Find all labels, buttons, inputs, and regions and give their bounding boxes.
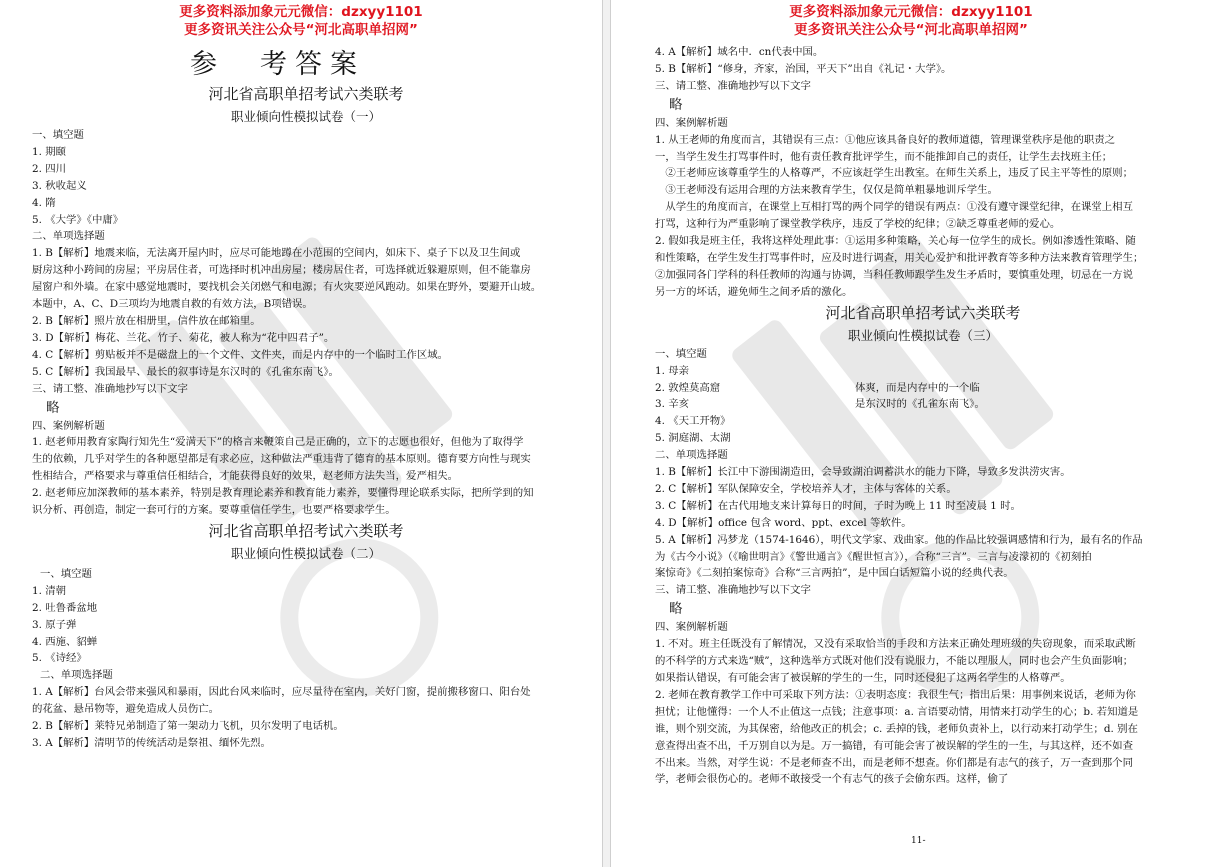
case-line: 打骂，这种行为严重影响了课堂教学秩序，违反了学校的纪律；②缺乏尊重老师的爱心。 [655, 218, 1061, 231]
choice-line: 1. B【解析】长江中下游围湖造田，会导致湖泊调蓄洪水的能力下降，导致多发洪涝灾害。 [655, 466, 1071, 479]
omitted-mark: 略 [669, 96, 683, 113]
case-line: 谁，则个别交流，为其保密，给他改正的机会；c. 丢掉的钱，老师负责补上，以行动来打动学生；d. 别在 [655, 722, 1138, 735]
choice-line: 3. C【解析】在古代用地支来计算每日的时间，子时为晚上 11 时至凌晨 1 时。 [655, 499, 1021, 512]
choice-line: 本题中，A、C、D三项均为地震自救的有效方法，B项错误。 [32, 298, 313, 311]
exam-title-3: 河北省高职单招考试六类联考 [825, 303, 1021, 322]
case-line: 2. 假如我是班主任，我将这样处理此事：①运用多种策略，关心每一位学生的成长。例如渗透性策略、随 [655, 235, 1136, 248]
fill-answer: 3. 秋收起义 [32, 179, 87, 192]
case-line: 如果指认错误，有可能会害了被误解的学生的一生，同时还侵犯了这两名学生的人格尊严。 [655, 672, 1071, 684]
choice-line: 案惊奇》《二刻拍案惊奇》合称“三言两拍”，是中国白话短篇小说的经典代表。 [655, 567, 1014, 580]
exam-title-2: 河北省高职单招考试六类联考 [208, 521, 404, 540]
section-heading: 一、填空题 [32, 129, 84, 141]
fill-answer: 3. 辛亥 [655, 398, 689, 411]
banner-line-1: 更多资料添加象元元微信：dzxyy1101 [179, 4, 423, 20]
fill-answer: 3. 原子弹 [32, 618, 77, 631]
case-line: 1. 不对。班主任既没有了解情况，又没有采取恰当的手段和方法来正确处理班级的失窃现象，而采取武断 [655, 638, 1136, 651]
banner-line-1: 更多资料添加象元元微信：dzxyy1101 [789, 4, 1033, 20]
choice-line: 2. B【解析】莱特兄弟制造了第一架动力飞机，贝尔发明了电话机。 [32, 720, 344, 733]
choice-line: 屋窗户和外墙。在家中感觉地震时，要找机会关闭燃气和电源；有火灾要逆风跑动。如果在野外，要避开山坡。 [32, 281, 542, 294]
fill-answer: 1. 母亲 [655, 364, 689, 377]
choice-line: 3. A【解析】清明节的传统活动是祭祖、缅怀先烈。 [32, 737, 271, 749]
exam-subtitle-2: 职业倾向性模拟试卷（二） [230, 545, 381, 561]
fill-answer: 5. 《大学》《中庸》 [32, 213, 124, 226]
fill-answer: 2. 四川 [32, 162, 66, 175]
case-line: ②王老师应该尊重学生的人格尊严，不应该赶学生出教室。在师生关系上，违反了民主平等性的原则； [655, 167, 1133, 180]
section-heading: 三、请工整、准确地抄写以下文字 [655, 584, 811, 597]
right-page [611, 0, 1211, 867]
choice-line: 5. C【解析】我国最早、最长的叙事诗是东汉时的《孔雀东南飞》。 [32, 365, 339, 378]
section-heading: 三、请工整、准确地抄写以下文字 [32, 382, 188, 395]
right-content [655, 44, 1191, 788]
section-heading: 四、案例解析题 [32, 419, 105, 432]
choice-line: 4. D【解析】office 包含 word、ppt、excel 等软件。 [655, 516, 912, 529]
omitted-mark: 略 [669, 601, 683, 618]
choice-line: 5. A【解析】冯梦龙（1574-1646），明代文学家、戏曲家。他的作品比较强调感情和行为，最有名的作品 [655, 533, 1143, 546]
omitted-mark: 略 [46, 399, 60, 416]
choice-line: 1. B【解析】地震来临，无法离开屋内时，应尽可能地蹲在小范围的空间内，如床下、桌子下以及卫生间或 [32, 247, 521, 260]
exam-subtitle-1: 职业倾向性模拟试卷（一） [230, 109, 381, 124]
case-line: 意查得出查不出，千万别自以为是。万一搞错，有可能会害了被误解的学生的一生，与其这样，还不如查 [655, 739, 1133, 752]
case-line: 另一方的坏话，避免师生之间矛盾的激化。 [655, 285, 853, 298]
fill-answer: 4. 《天工开物》 [655, 415, 731, 428]
overlay-text: 是东汉时的《孔雀东南飞》。 [855, 398, 985, 411]
overlay-text: 体爽，而是内存中的一个临 [855, 381, 980, 394]
choice-line: 为《古今小说》（《喻世明言》《警世通言》《醒世恒言》），合称“三言”。三言与凌濛初的《初刻拍 [655, 550, 1092, 563]
fill-answer: 4. 隋 [32, 196, 56, 209]
left-page [0, 0, 602, 867]
fill-answer: 1. 清朝 [32, 584, 66, 597]
case-line: 学，老师会很伤心的。老师不敢接受一个有志气的孩子会偷东西。这样，偷了 [655, 773, 1009, 786]
fill-answer: 5. 洞庭湖、太湖 [655, 432, 731, 445]
choice-line: 3. D【解析】梅花、兰花、竹子、菊花，被人称为“花中四君子”。 [32, 331, 335, 344]
section-heading: 四、案例解析题 [655, 116, 728, 129]
fill-row [655, 380, 1191, 397]
choice-line: 的花盆、悬吊物等，避免造成人员伤亡。 [32, 703, 220, 716]
section-heading: 二、单项选择题 [40, 669, 113, 682]
section-heading: 二、单项选择题 [655, 449, 728, 462]
case-line: 担忧；让他懂得：一个人不止值这一点钱；注意事项：a. 言语要动情，用情来打动学生的心；b. 若知道是 [655, 705, 1139, 718]
fill-answer: 5. 《诗经》 [32, 652, 87, 665]
exam-title-1: 河北省高职单招考试六类联考 [208, 85, 404, 103]
section-heading: 三、请工整、准确地抄写以下文字 [655, 79, 811, 92]
case-line: ②加强同各门学科的科任教师的沟通与协调，当科任教师跟学生发生矛盾时，要慎重处理，切忌在一方说 [655, 268, 1133, 281]
choice-line: 4. A【解析】域名中．cn代表中国。 [655, 46, 824, 58]
case-line: 的不科学的方式来选“贼”，这种选举方式既对他们没有说服力，不能以理服人，同时也会产生负面影响； [655, 655, 1134, 668]
case-line: 生的依赖，几乎对学生的各种愿望都是有求必应，这种做法严重违背了德育的基本原则。德育要方向性与现实 [32, 453, 531, 466]
choice-line: 4. C【解析】剪贴板并不是磁盘上的一个文件、文件夹，而是内存中的一个临时工作区域。 [32, 348, 449, 361]
answer-key-title: 参 考答案 [190, 49, 365, 80]
case-line: 和性策略，在学生发生打骂事件时，应及时进行调查，用关心爱护和批评教育等多种方法来教育管理学生； [655, 251, 1144, 264]
fill-answer: 2. 吐鲁番盆地 [32, 601, 98, 614]
left-content [32, 44, 580, 752]
case-line: 一，当学生发生打骂事件时，他有责任教育批评学生，而不能推卸自己的责任，让学生去找班主任； [655, 150, 1113, 163]
page-gutter [602, 0, 611, 867]
banner-line-2: 更多资讯关注公众号“河北高职单招网” [794, 22, 1028, 38]
banner-line-2: 更多资讯关注公众号“河北高职单招网” [184, 22, 418, 38]
case-line: ③王老师没有运用合理的方法来教育学生，仅仅是简单粗暴地训斥学生。 [655, 184, 998, 197]
choice-line: 厨房这种小跨间的房屋；平房居住者，可选择时机冲出房屋；楼房居住者，可选择就近躲避原则，但不能靠房 [32, 264, 531, 277]
choice-line: 2. C【解析】军队保障安全，学校培养人才，主体与客体的关系。 [655, 482, 957, 495]
case-line: 1. 赵老师用教育家陶行知先生“爱满天下”的格言来鞭策自己是正确的，立下的志愿也很好，但他为了取得学 [32, 436, 524, 449]
fill-answer: 1. 期颐 [32, 145, 66, 158]
section-heading: 二、单项选择题 [32, 230, 105, 243]
fill-row [655, 396, 1191, 413]
page-number: 11- [911, 836, 926, 846]
case-line: 2. 老师在教育教学工作中可采取下列方法：①表明态度：我很生气；指出后果：用事例来说话，老师为你 [655, 688, 1136, 701]
case-line: 从学生的角度而言，在课堂上互相打骂的两个同学的错误有两点：①没有遵守课堂纪律，在课堂上相互 [655, 201, 1133, 214]
case-line: 1. 从王老师的角度而言，其错误有三点：①他应该具备良好的教师道德，管理课堂秩序是他的职责之 [655, 133, 1116, 146]
case-line: 不出来。当然，对学生说：不是老师查不出，而是老师不想查。你们都是有志气的孩子，万一查到那个同 [655, 756, 1133, 769]
promo-banner [0, 3, 602, 39]
choice-line: 1. A【解析】台风会带来强风和暴雨，因此台风来临时，应尽量待在室内，关好门窗，提前搬移窗口、阳台处 [32, 686, 531, 699]
case-line: 2. 赵老师应加深教师的基本素养，特别是教育理论素养和教育能力素养，要懂得理论联系实际，把所学到的知 [32, 487, 534, 500]
case-line: 性相结合，严格要求与尊重信任相结合，才能获得良好的效果，赵老师方法失当，爱严相失。 [32, 470, 459, 483]
choice-line: 2. B【解析】照片放在相册里，信件放在邮箱里。 [32, 314, 261, 327]
choice-line: 5. B【解析】“修身，齐家，治国，平天下”出自《礼记・大学》。 [655, 62, 952, 75]
section-heading: 四、案例解析题 [655, 621, 728, 634]
fill-answer: 2. 敦煌莫高窟 [655, 381, 721, 394]
section-heading: 一、填空题 [655, 347, 707, 360]
fill-answer: 4. 西施、貂蝉 [32, 635, 98, 648]
section-heading: 一、填空题 [40, 567, 92, 580]
exam-subtitle-3: 职业倾向性模拟试卷（三） [847, 327, 998, 343]
case-line: 识分析、再创造，制定一套可行的方案。要尊重信任学生，也要严格要求学生。 [32, 504, 396, 517]
promo-banner [611, 3, 1211, 39]
